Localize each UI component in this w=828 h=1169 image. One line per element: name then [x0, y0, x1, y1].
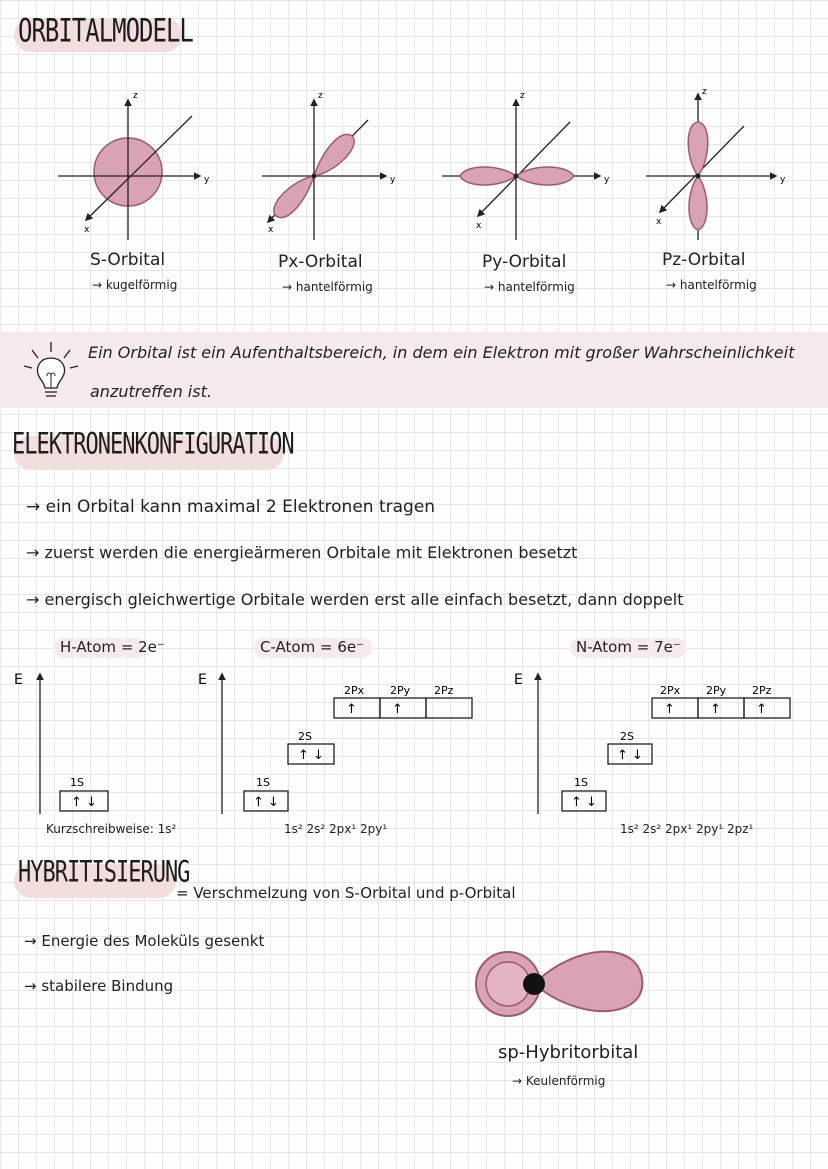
axis-z-label: z: [520, 91, 525, 101]
pz-orbital-label: Pz-Orbital: [662, 250, 746, 270]
pz-orbital-shape: → hantelförmig: [666, 278, 757, 292]
n-2s-label: 2S: [620, 730, 634, 743]
py-orbital-label: Py-Orbital: [482, 252, 567, 272]
c-1s-electrons: ↑ ↓: [253, 795, 279, 810]
c-2pz-label: 2Pz: [434, 684, 454, 697]
energy-label: E: [14, 672, 23, 688]
axis-x-label: x: [268, 225, 274, 235]
c-shorthand: 1s² 2s² 2px¹ 2py¹: [284, 822, 388, 836]
n-2s-electrons: ↑ ↓: [617, 748, 643, 763]
n-atom-diagram: [514, 672, 790, 814]
px-orbital-label: Px-Orbital: [278, 252, 363, 272]
s-orbital-label: S-Orbital: [90, 250, 166, 270]
h-atom-title: H-Atom = 2e⁻: [60, 638, 165, 656]
sp-hybrid-orbital-diagram: [464, 938, 664, 1038]
energy-label: E: [514, 672, 523, 688]
axis-z-label: z: [318, 91, 323, 101]
axis-x-label: x: [656, 217, 662, 227]
hybrid-definition: = Verschmelzung von S-Orbital und p-Orbital: [176, 884, 516, 902]
rule-1: → ein Orbital kann maximal 2 Elektronen tragen: [26, 497, 436, 517]
heading-orbitalmodell: ORBITALMODELL: [18, 12, 193, 50]
axis-y-label: y: [390, 175, 396, 185]
definition-line-2: anzutreffen ist.: [90, 382, 212, 401]
axis-y-label: y: [780, 175, 786, 185]
c-2py-electrons: ↑: [392, 702, 403, 717]
s-orbital-diagram: [58, 91, 210, 240]
n-atom-title: N-Atom = 7e⁻: [576, 638, 681, 656]
px-orbital-shape: → hantelförmig: [282, 280, 373, 294]
n-1s-electrons: ↑ ↓: [571, 795, 597, 810]
n-2pz-electrons: ↑: [756, 702, 767, 717]
heading-elektronenkonfiguration: ELEKTRONENKONFIGURATION: [12, 428, 294, 462]
hybrid-bullet-1: → Energie des Moleküls gesenkt: [24, 932, 265, 950]
c-2px-electrons: ↑: [346, 702, 357, 717]
n-2py-label: 2Py: [706, 684, 727, 697]
n-2px-electrons: ↑: [664, 702, 675, 717]
axis-x-label: x: [476, 221, 482, 231]
sp-hybrid-label: sp-Hybritorbital: [498, 1042, 639, 1063]
c-2s-electrons: ↑ ↓: [298, 748, 324, 763]
c-1s-label: 1S: [256, 776, 270, 789]
h-1s-label: 1S: [70, 776, 84, 789]
h-shorthand: Kurzschreibweise: 1s²: [46, 822, 177, 836]
energy-diagrams: [0, 664, 828, 824]
axis-x-label: x: [84, 225, 90, 235]
c-atom-title: C-Atom = 6e⁻: [260, 638, 365, 656]
axis-z-label: z: [702, 87, 707, 97]
c-atom-diagram: [198, 672, 472, 814]
px-orbital-diagram: [262, 91, 396, 240]
hybrid-bullet-2: → stabilere Bindung: [24, 977, 174, 995]
pz-orbital-diagram: [646, 87, 786, 240]
c-2py-label: 2Py: [390, 684, 411, 697]
definition-line-1: Ein Orbital ist ein Aufenthaltsbereich, in dem ein Elektron mit großer Wahrscheinlichkeit: [88, 343, 795, 362]
energy-label: E: [198, 672, 207, 688]
rule-2: → zuerst werden die energieärmeren Orbitale mit Elektronen besetzt: [26, 543, 578, 562]
n-2pz-label: 2Pz: [752, 684, 772, 697]
lightbulb-icon: [24, 340, 78, 406]
py-orbital-shape: → hantelförmig: [484, 280, 575, 294]
orbital-diagrams: [0, 80, 828, 240]
s-orbital-shape: → kugelförmig: [92, 278, 178, 292]
sp-hybrid-shape: → Keulenförmig: [512, 1074, 606, 1088]
n-2py-electrons: ↑: [710, 702, 721, 717]
axis-z-label: z: [133, 91, 138, 101]
n-shorthand: 1s² 2s² 2px¹ 2py¹ 2pz¹: [620, 822, 754, 836]
n-2px-label: 2Px: [660, 684, 681, 697]
heading-hybritisierung: HYBRITISIERUNG: [18, 856, 190, 890]
c-2s-label: 2S: [298, 730, 312, 743]
n-1s-label: 1S: [574, 776, 588, 789]
rule-3: → energisch gleichwertige Orbitale werden erst alle einfach besetzt, dann doppelt: [26, 590, 684, 609]
py-orbital-diagram: [442, 91, 610, 240]
axis-y-label: y: [204, 175, 210, 185]
h-atom-diagram: [14, 672, 108, 814]
c-2px-label: 2Px: [344, 684, 365, 697]
h-1s-electrons: ↑ ↓: [71, 795, 97, 810]
axis-y-label: y: [604, 175, 610, 185]
